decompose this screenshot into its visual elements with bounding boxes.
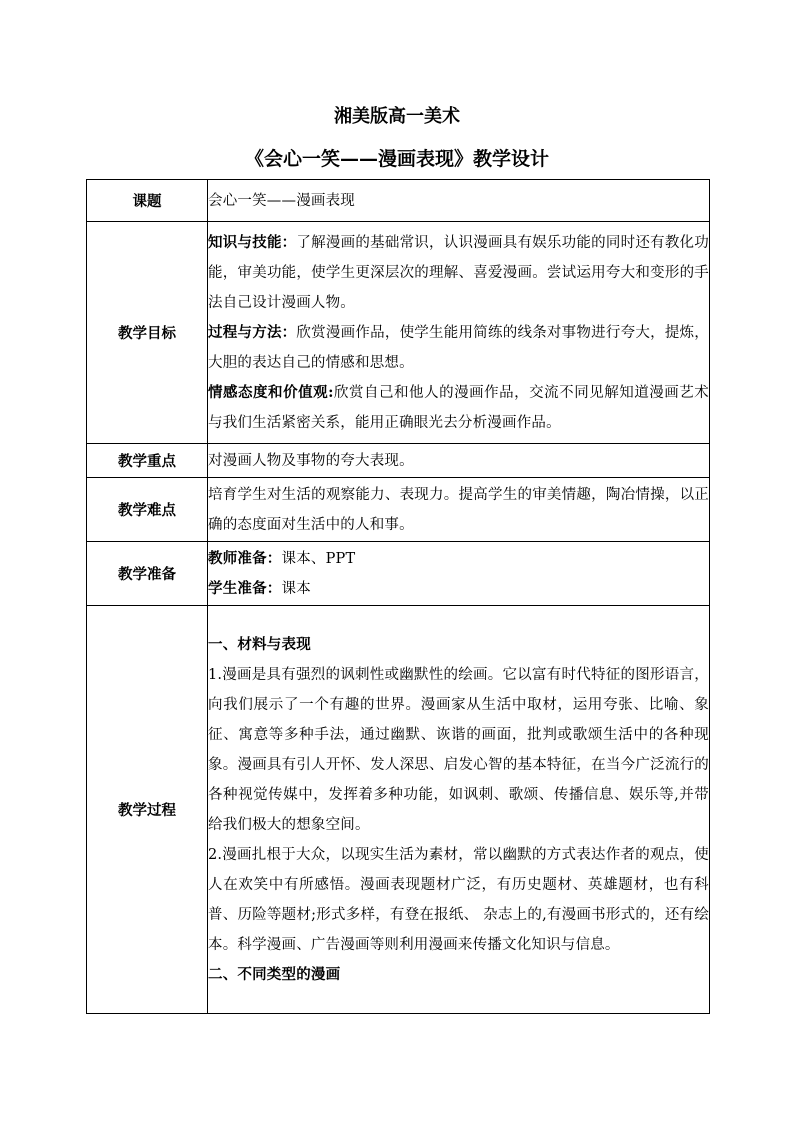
row-content-preparation <box>208 542 710 606</box>
document-title: 湘美版高一美术 <box>334 106 460 127</box>
objective-attitude-heading: 情感态度和价值观: <box>208 383 334 401</box>
objective-process-text: 欣赏漫画作品，使学生能用简练的线条对事物进行夸大，提炼，大胆的表达自己的情感和思想。 <box>208 324 709 371</box>
objective-knowledge-heading: 知识与技能： <box>208 233 297 251</box>
process-paragraph-2: 2.漫画扎根于大众，以现实生活为素材，常以幽默的方式表达作者的观点，使人在欢笑中有所感悟。漫画表现题材广泛，有历史题材、英雄题材，也有科普、历险等题材;形式多样，有登在报纸、 杂志上的,有漫画书形式的，还有绘本。科学漫画、广告漫画等则利用漫画来传播文化知识与信息。 <box>208 846 709 953</box>
objective-process-heading: 过程与方法： <box>208 323 297 341</box>
table-row-topic <box>87 180 710 222</box>
table-row-objectives <box>87 222 710 444</box>
row-content-difficulty <box>208 478 710 542</box>
table-row-key-point <box>87 444 710 478</box>
objective-attitude <box>208 378 709 438</box>
row-label-objectives: 教学目标 <box>87 222 208 444</box>
section-heading-types: 二、不同类型的漫画 <box>208 965 341 983</box>
difficulty-text: 培育学生对生活的观察能力、表现力。提高学生的审美情趣，陶冶情操，以正确的态度面对生活中的人和事。 <box>208 486 709 533</box>
objective-knowledge <box>208 228 709 318</box>
row-label-difficulty: 教学难点 <box>87 478 208 542</box>
row-label-key-point: 教学重点 <box>87 444 208 478</box>
prep-student <box>208 574 709 604</box>
key-point-text: 对漫画人物及事物的夸大表现。 <box>208 452 414 469</box>
row-content-process <box>208 606 710 1014</box>
process-paragraph-1: 1.漫画是具有强烈的讽刺性或幽默性的绘画。它以富有时代特征的图形语言，向我们展示了一个有趣的世界。漫画家从生活中取材，运用夸张、比喻、象征、寓意等多种手法，通过幽默、诙谐的画面，批判或歌颂生活中的各种现象。漫画具有引人开怀、发人深思、启发心智的基本特征，在当今广泛流行的各种视觉传媒中，发挥着多种功能，如讽刺、歌颂、传播信息、娱乐等,并带给我们极大的想象空间。 <box>208 666 709 833</box>
prep-student-heading: 学生准备： <box>208 579 282 597</box>
row-content-topic <box>208 180 710 222</box>
objective-process <box>208 318 709 378</box>
table-row-process <box>87 606 710 1014</box>
section-heading-materials: 一、材料与表现 <box>208 635 311 653</box>
prep-teacher-heading: 教师准备： <box>208 549 282 567</box>
prep-student-text: 课本 <box>281 580 311 597</box>
document-subtitle: 《会心一笑——漫画表现》教学设计 <box>244 148 549 170</box>
row-label-topic: 课题 <box>87 180 208 222</box>
row-label-preparation: 教学准备 <box>87 542 208 606</box>
prep-teacher <box>208 544 709 574</box>
row-label-process: 教学过程 <box>87 606 208 1014</box>
row-content-key-point <box>208 444 710 478</box>
topic-text: 会心一笑——漫画表现 <box>208 192 355 209</box>
lesson-plan-table <box>86 179 710 1014</box>
table-row-difficulty <box>87 478 710 542</box>
table-row-preparation <box>87 542 710 606</box>
objective-knowledge-text: 了解漫画的基础常识，认识漫画具有娱乐功能的同时还有教化功能，审美功能，使学生更深层次的理解、喜爱漫画。尝试运用夸大和变形的手法自己设计漫画人物。 <box>208 234 709 311</box>
objective-attitude-text: 欣赏自己和他人的漫画作品，交流不同见解知道漫画艺术与我们生活紧密关系，能用正确眼光去分析漫画作品。 <box>208 384 710 431</box>
row-content-objectives <box>208 222 710 444</box>
prep-teacher-text: 课本、PPT <box>281 550 356 567</box>
